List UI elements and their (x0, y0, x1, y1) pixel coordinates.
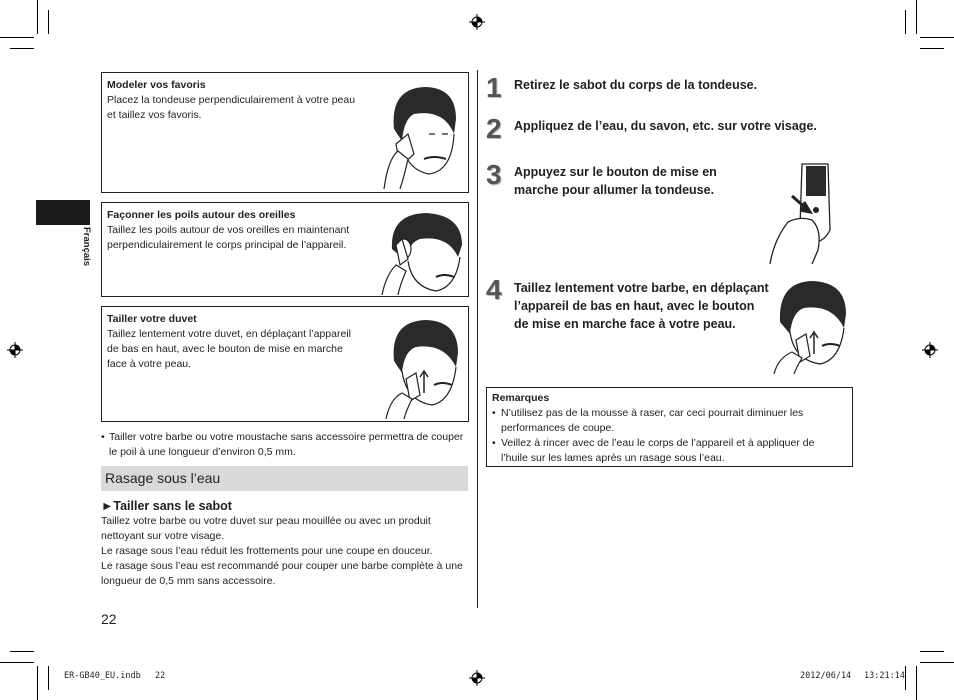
box-title: Tailler votre duvet (107, 313, 197, 325)
crop-mark (10, 48, 34, 49)
left-note (101, 430, 466, 460)
remarks-box (486, 387, 853, 467)
paragraph: Le rasage sous l’eau est recommandé pour couper une barbe complète à une longueur de 0,5 mm sans accessoire. (101, 560, 463, 587)
step-text: Appuyez sur le bouton de mise en marche pour allumer la tondeuse. (514, 165, 717, 197)
box-text: Placez la tondeuse perpendiculairement à votre peau et taillez vos favoris. (107, 94, 356, 121)
hand-pressing-power-button-illustration (764, 160, 840, 266)
crop-mark (920, 48, 944, 49)
remarks-title: Remarques (492, 392, 550, 404)
step-text: Retirez le sabot du corps de la tondeuse. (514, 78, 758, 92)
registration-mark-icon (469, 14, 485, 30)
footer-date: 2012/06/14 (800, 671, 852, 681)
crop-mark (48, 666, 49, 690)
crop-mark (920, 651, 944, 652)
remarks-item (492, 406, 844, 436)
crop-mark (916, 666, 917, 700)
box-title: Modeler vos favoris (107, 79, 206, 91)
box-text: Taillez lentement votre duvet, en déplaçant l’appareil de bas en haut, avec le bouton de mise en marche face à votre peau. (107, 328, 351, 370)
step-number: 4 (486, 274, 502, 305)
bullet: • (492, 437, 496, 449)
remarks-item-text: N’utilisez pas de la mousse à raser, car ceci pourrait diminuer les performances de coupe. (501, 407, 804, 434)
footer-time: 13:21:14 (864, 671, 905, 681)
registration-mark-icon (7, 342, 23, 358)
mustache-box (101, 306, 469, 422)
man-trimming-ear-hair-illustration (378, 209, 466, 295)
page-number: 22 (101, 611, 117, 627)
crop-mark (920, 37, 954, 38)
crop-mark (37, 0, 38, 34)
crop-mark (905, 10, 906, 34)
crop-mark (37, 666, 38, 700)
language-tab (36, 200, 90, 225)
registration-mark-icon (469, 670, 485, 686)
step-number: 3 (486, 159, 502, 190)
remarks-item (492, 436, 844, 466)
footer-file: ER-GB40_EU.indb (64, 671, 141, 681)
box-title: Façonner les poils autour des oreilles (107, 209, 296, 221)
step-number: 1 (486, 72, 502, 103)
footer-page: 22 (155, 671, 166, 681)
section-subtitle: ►Tailler sans le sabot (101, 499, 232, 513)
paragraph: Taillez votre barbe ou votre duvet sur peau mouillée ou avec un produit nettoyant sur votre visage. (101, 515, 431, 542)
man-trimming-mustache-illustration (374, 315, 462, 419)
crop-mark (920, 662, 954, 663)
ears-box (101, 202, 469, 297)
note-text: Tailler votre barbe ou votre moustache sans accessoire permettra de couper le poil à une longueur d’environ 0,5 mm. (109, 431, 464, 458)
crop-mark (0, 37, 34, 38)
remarks-item-text: Veillez à rincer avec de l’eau le corps de l’appareil et à appliquer de l’huile sur les lames après un rasage sous l’eau. (501, 437, 815, 464)
step-text: Appliquez de l’eau, du savon, etc. sur votre visage. (514, 119, 817, 133)
language-label: Français (81, 227, 92, 267)
section-heading (101, 466, 468, 491)
crop-mark (916, 0, 917, 34)
step-text: Taillez lentement votre barbe, en déplaçant l’appareil de bas en haut, avec le bouton de mise en marche face à votre peau. (514, 281, 769, 331)
crop-mark (0, 662, 34, 663)
column-divider (477, 70, 478, 608)
remarks-list (492, 406, 844, 466)
crop-mark (905, 666, 906, 690)
step-number: 2 (486, 113, 502, 144)
paragraph: Le rasage sous l’eau réduit les frottements pour une coupe en douceur. (101, 545, 433, 557)
box-text: Taillez les poils autour de vos oreilles en maintenant perpendiculairement le corps principal de l’appareil. (107, 224, 350, 251)
man-trimming-beard-illustration (770, 278, 848, 374)
registration-mark-icon (922, 342, 938, 358)
crop-mark (10, 651, 34, 652)
crop-mark (48, 10, 49, 34)
section-body (101, 514, 471, 589)
bullet: • (492, 407, 496, 419)
bullet: • (101, 431, 105, 443)
sideburns-box (101, 72, 469, 193)
section-title: Rasage sous l’eau (105, 470, 221, 486)
man-trimming-sideburns-illustration (374, 79, 462, 189)
